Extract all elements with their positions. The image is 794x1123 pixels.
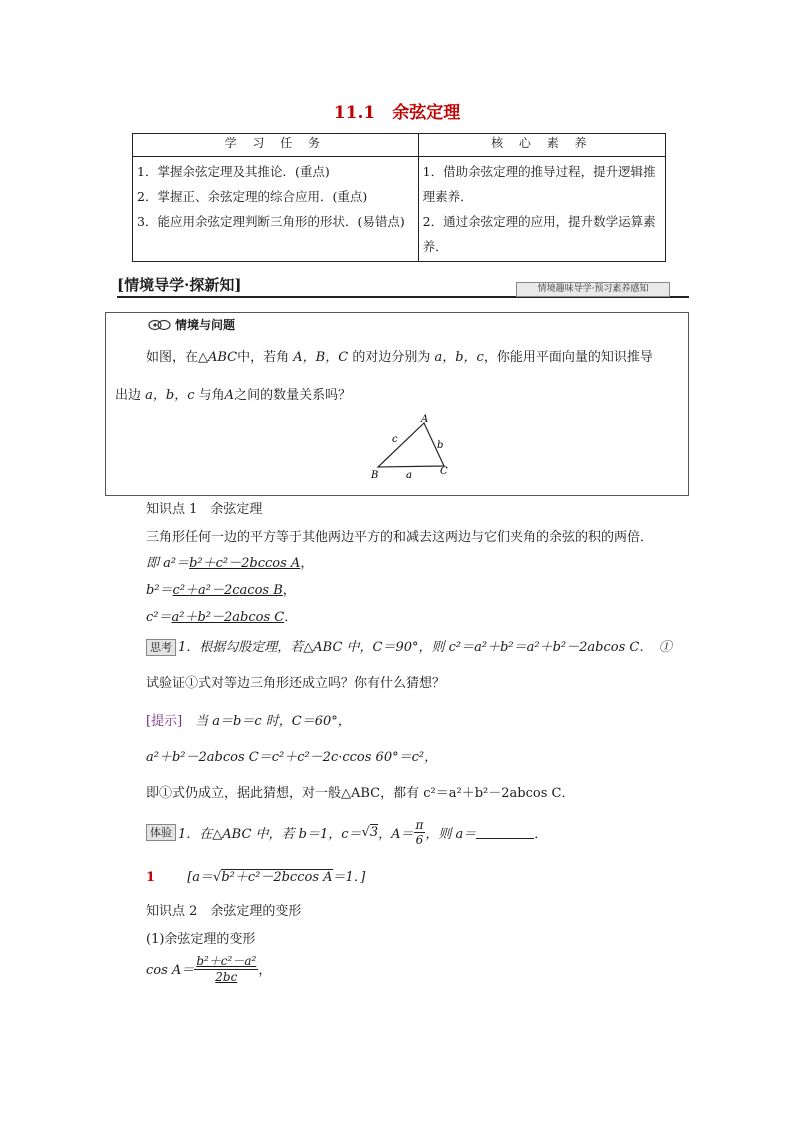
tasks-cell	[133, 157, 419, 262]
vertex-C: C	[440, 466, 448, 477]
hint-line-1: [提示] 当 a＝b＝c 时，C＝60°，	[146, 714, 351, 729]
answer-blank	[476, 826, 534, 839]
cos-formula: cos A＝ $\frac{\text{b²＋c²－a²}}{2bc}$ ，	[146, 954, 272, 984]
think-line-1: 思考 1．根据勾股定理，若△ABC 中，C＝90°，则 c²＝a²＋b²＝a²＋b²－2abcos C． ①	[146, 636, 672, 656]
section-tag: 情境趣味导学·预习素养感知	[516, 282, 670, 297]
vertex-A: A	[421, 414, 429, 425]
solution-line: 1 [a＝√b²＋c²－2bccos A＝1．]	[146, 870, 366, 885]
list-item: 1．掌握余弦定理及其推论．(重点)	[137, 164, 330, 179]
formula-c2: c²＝a²＋b²－2abcos C．	[146, 610, 298, 625]
scenario-line-1: 如图，在△ABC中，若角 A，B，C 的对边分别为 a，b，c，你能用平面向量的知识推导	[146, 350, 653, 365]
scenario-heading-text: 情境与问题	[175, 318, 236, 332]
list-item: 2．掌握正、余弦定理的综合应用．(重点)	[137, 189, 368, 204]
vertex-B: B	[371, 470, 379, 481]
table-header-literacy: 核 心 素 养	[418, 134, 665, 157]
knowledge-2-heading: 知识点 2 余弦定理的变形	[146, 904, 302, 919]
cos-fraction: $\frac{\text{b²＋c²－a²}}{2bc}$	[196, 954, 257, 984]
list-item: 1．借助余弦定理的推导过程，提升逻辑推理素养．	[422, 164, 656, 204]
triangle-shape	[378, 423, 444, 467]
side-c: c	[392, 434, 398, 445]
side-a: a	[406, 470, 412, 481]
hint-line-2: a²＋b²－2abcos C＝c²＋c²－2c·ccos 60°＝c²，	[146, 750, 438, 765]
pi-over-6: $\frac{\pi}{6}$	[415, 818, 424, 847]
learning-goals-table	[132, 133, 666, 262]
think-badge: 思考	[146, 639, 176, 656]
page-title: 11.1 余弦定理	[333, 103, 461, 123]
scenario-heading	[148, 316, 235, 333]
triangle-figure	[360, 412, 460, 484]
literacy-cell	[418, 157, 665, 262]
experience-badge: 体验	[146, 824, 176, 841]
sqrt-3: √3	[361, 825, 379, 840]
side-b: b	[437, 440, 444, 451]
knowledge-1-heading: 知识点 1 余弦定理	[146, 502, 263, 517]
list-item: 3．能应用余弦定理判断三角形的形状．(易错点)	[137, 214, 405, 229]
experience-line: 体验 1．在△ABC 中，若 b＝1，c＝ √3 ，A＝ $\frac{\pi}{6}$ ，则 a＝ ．	[146, 818, 547, 847]
answer-value: 1	[146, 870, 156, 885]
scenario-icon	[148, 319, 172, 331]
hint-line-3: 即①式仍成立，据此猜想，对一般△ABC，都有 c²＝a²＋b²－2abcos C．	[146, 786, 575, 801]
list-item: 2．通过余弦定理的应用，提升数学运算素养．	[422, 214, 656, 254]
table-header-tasks: 学 习 任 务	[133, 134, 419, 157]
formula-b2: b²＝c²＋a²－2cacos B，	[146, 583, 296, 598]
knowledge-1-text: 三角形任何一边的平方等于其他两边平方的和减去这两边与它们夹角的余弦的积的两倍．	[146, 530, 654, 545]
hint-label: [提示]	[146, 714, 183, 729]
think-line-2: 试验证①式对等边三角形还成立吗？你有什么猜想？	[146, 676, 446, 691]
scenario-line-2: 出边 a，b，c 与角A之间的数量关系吗？	[115, 388, 352, 403]
sqrt-expr: √b²＋c²－2bccos A	[213, 870, 333, 885]
knowledge-2-sub: (1)余弦定理的变形	[146, 932, 256, 947]
formula-a2: 即 a²＝b²＋c²－2bccos A，	[146, 556, 314, 571]
section-title: [情境导学·探新知]	[117, 276, 242, 294]
